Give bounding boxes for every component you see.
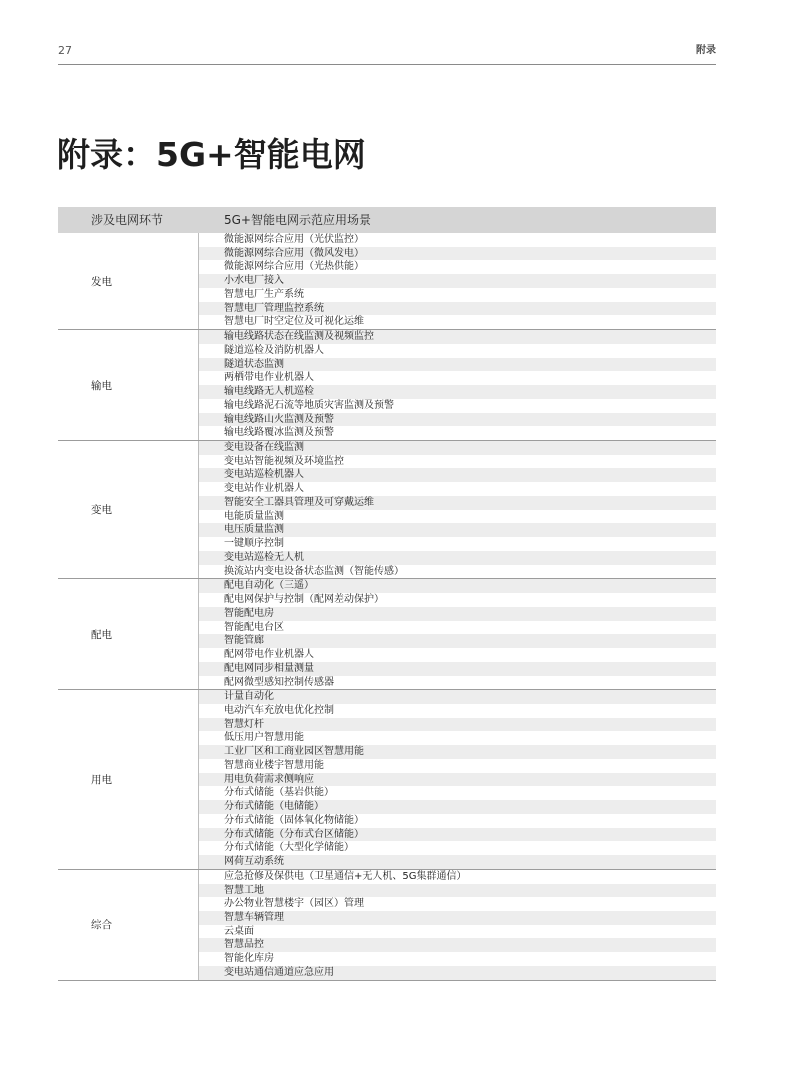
stage-label: 配电: [91, 628, 112, 641]
scenario-list: [198, 579, 716, 689]
column-header-scenario: 5G+智能电网示范应用场景: [224, 213, 371, 227]
table-row: 输电线路山火监测及预警: [199, 413, 716, 427]
running-header-section: 附录: [696, 45, 716, 56]
table-row: 隧道状态监测: [199, 358, 716, 372]
table-row: 分布式储能（大型化学储能）: [224, 842, 354, 854]
table-row: 配网带电作业机器人: [224, 649, 314, 661]
table-row: 隧道巡检及消防机器人: [224, 344, 324, 356]
table-row: 分布式储能（固体氧化物储能）: [224, 814, 364, 826]
table-row: 智能配电台区: [224, 621, 284, 633]
scenario-list: [198, 330, 716, 440]
table-row: 网荷互动系统: [199, 855, 716, 869]
table-row: 一键顺序控制: [224, 538, 284, 550]
table-row: 云桌面: [224, 925, 254, 937]
table-row: 分布式储能（基岩供能）: [224, 787, 334, 799]
page-number: 27: [58, 44, 72, 57]
table-row: 办公物业智慧楼宇（园区）管理: [224, 898, 364, 910]
table-row: 微能源网综合应用（微风发电）: [199, 247, 716, 261]
table-row: 配电自动化（三遥）: [199, 579, 716, 593]
table-row: 电动汽车充放电优化控制: [224, 704, 334, 716]
table-row: 输电线路状态在线监测及视频监控: [199, 330, 716, 344]
table-row: 智慧电厂生产系统: [224, 288, 304, 300]
table-row: 应急抢修及保供电（卫星通信+无人机、5G集群通信）: [224, 870, 467, 882]
table-row: 电能质量监测: [224, 510, 284, 522]
table-row: 输电线路无人机巡检: [199, 385, 716, 399]
table-row: 微能源网综合应用（光伏监控）: [224, 234, 364, 245]
header-divider: [58, 64, 716, 65]
table-row: 小水电厂接入: [199, 274, 716, 288]
scenario-table: [58, 207, 716, 981]
table-group: [58, 330, 716, 441]
stage-label: 输电: [91, 379, 112, 392]
table-group: [58, 441, 716, 579]
table-row: 智慧车辆管理: [199, 911, 716, 925]
table-row: 变电站巡检机器人: [199, 468, 716, 482]
stage-label: 用电: [91, 774, 112, 786]
table-row: 智能化库房: [224, 953, 274, 965]
table-row: 智慧电厂时空定位及可视化运维: [224, 316, 364, 328]
table-row: 两栖带电作业机器人: [224, 372, 314, 384]
table-row: 变电设备在线监测: [199, 441, 716, 455]
stage-label: 变电: [91, 504, 112, 517]
table-group: [58, 690, 716, 870]
table-row: 智能管廊: [199, 634, 716, 648]
table-row: 智慧品控: [199, 938, 716, 952]
table-row: 用电负荷需求侧响应: [199, 773, 716, 787]
table-row: 工业厂区和工商业园区智慧用能: [199, 745, 716, 759]
table-group: [58, 870, 716, 981]
table-row: 变电站作业机器人: [224, 483, 304, 495]
table-row: 低压用户智慧用能: [224, 732, 304, 744]
table-row: 变电站通信通道应急应用: [199, 966, 716, 980]
table-row: 换流站内变电设备状态监测（智能传感）: [224, 565, 404, 577]
page-title: 附录：5G+智能电网: [57, 135, 366, 174]
table-row: 输电线路覆冰监测及预警: [224, 427, 334, 439]
table-row: 配网微型感知控制传感器: [224, 676, 334, 688]
table-row: 分布式储能（分布式台区储能）: [199, 828, 716, 842]
stage-label: 综合: [91, 919, 112, 932]
table-row: 智能安全工器具管理及可穿戴运维: [199, 496, 716, 510]
table-row: 配电网同步相量测量: [199, 662, 716, 676]
table-row: 智能配电房: [199, 607, 716, 621]
table-row: 智慧工地: [199, 884, 716, 898]
column-header-stage: 涉及电网环节: [91, 213, 164, 227]
scenario-list: [198, 870, 716, 980]
table-row: 配电网保护与控制（配网差动保护）: [224, 594, 384, 606]
table-row: 智慧灯杆: [199, 718, 716, 732]
table-row: 变电站智能视频及环境监控: [224, 455, 344, 467]
scenario-list: [198, 233, 716, 329]
table-row: 输电线路泥石流等地质灾害监测及预警: [224, 399, 394, 411]
table-body: [58, 233, 716, 981]
table-row: 变电站巡检无人机: [199, 551, 716, 565]
table-group: [58, 579, 716, 690]
table-row: 微能源网综合应用（光热供能）: [224, 261, 364, 273]
table-row: 分布式储能（电储能）: [199, 800, 716, 814]
table-row: 电压质量监测: [199, 523, 716, 537]
table-row: 智慧商业楼宇智慧用能: [224, 759, 324, 771]
table-row: 智慧电厂管理监控系统: [199, 302, 716, 316]
scenario-list: [198, 441, 716, 578]
table-header-row: [58, 207, 716, 233]
table-group: [58, 233, 716, 330]
table-row: 计量自动化: [199, 690, 716, 704]
scenario-list: [198, 690, 716, 869]
stage-label: 发电: [91, 275, 112, 288]
